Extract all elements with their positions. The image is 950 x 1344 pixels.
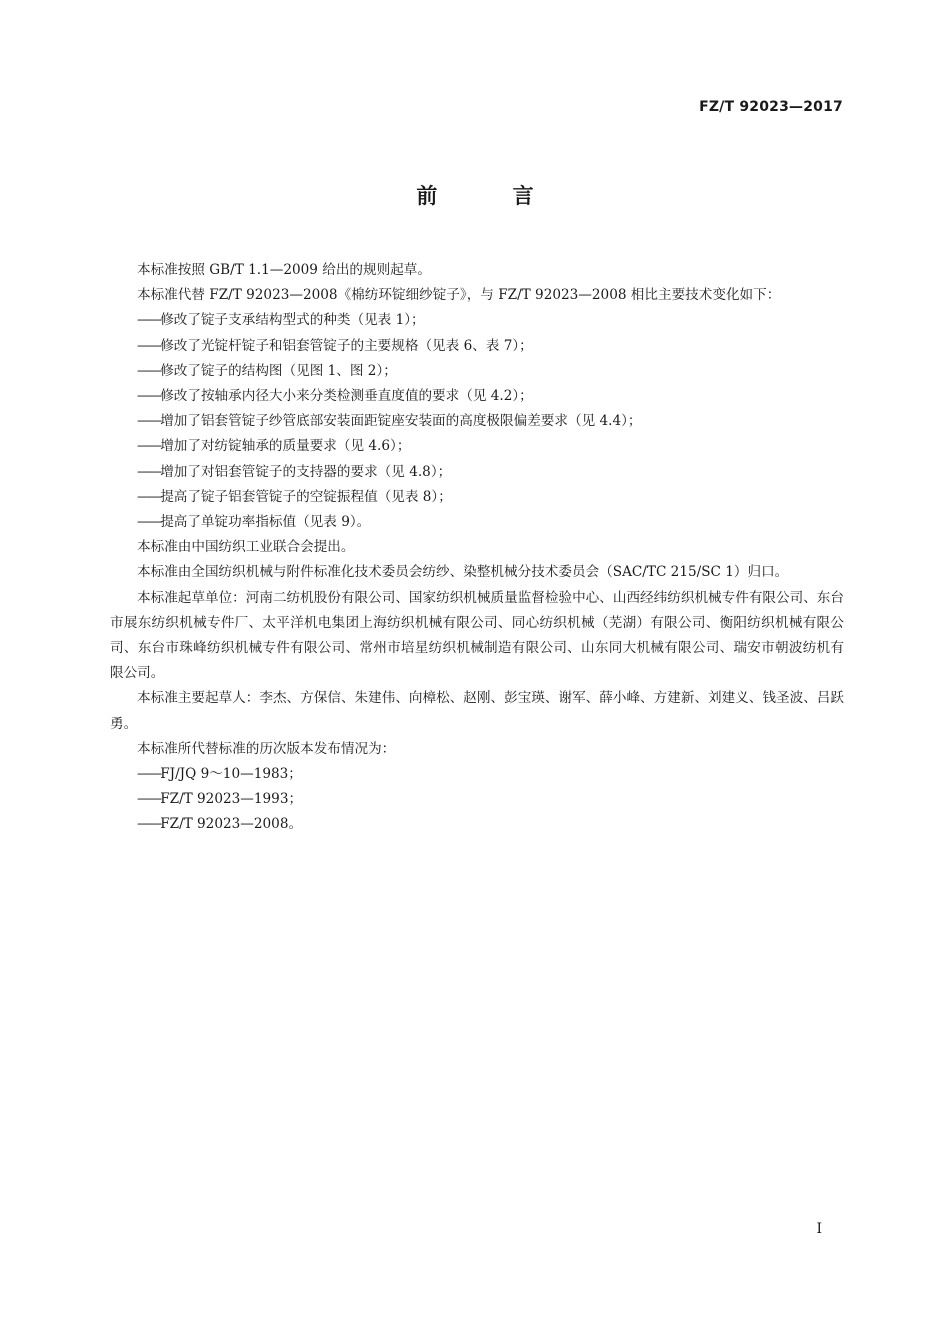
drafters-paragraph: 本标准主要起草人：李杰、方保信、朱建伟、向樟松、赵刚、彭宝瑛、谢军、薛小峰、方建新、刘建义、钱圣波、吕跃勇。 bbox=[110, 690, 844, 732]
list-item bbox=[110, 460, 844, 485]
page-title: 前 言 bbox=[416, 184, 568, 208]
dash-marker: —— bbox=[137, 362, 161, 379]
list-item bbox=[110, 787, 844, 812]
list-item-text: FZ/T 92023—1993； bbox=[160, 791, 303, 808]
dash-marker: —— bbox=[137, 514, 161, 531]
list-item bbox=[110, 485, 844, 510]
list-item-text: 修改了锭子的结构图（见图 1、图 2）； bbox=[160, 362, 397, 379]
dash-marker: —— bbox=[137, 766, 161, 783]
list-item-text: 修改了按轴承内径大小来分类检测垂直度值的要求（见 4.2）； bbox=[160, 388, 533, 405]
dash-marker: —— bbox=[137, 791, 161, 808]
list-item-text: FJ/JQ 9～10—1983； bbox=[160, 766, 302, 783]
dash-marker: —— bbox=[137, 816, 161, 833]
list-item-text: 修改了锭子支承结构型式的种类（见表 1）； bbox=[160, 312, 425, 329]
list-item bbox=[110, 308, 844, 333]
page-number: I bbox=[816, 1221, 822, 1237]
changes-list bbox=[110, 308, 844, 535]
list-item-text: FZ/T 92023—2008。 bbox=[160, 816, 303, 833]
list-item-text: 增加了对纺锭轴承的质量要求（见 4.6）； bbox=[160, 438, 411, 455]
drafting-units-paragraph: 本标准起草单位：河南二纺机股份有限公司、国家纺织机械质量监督检验中心、山西经纬纺织机械专件有限公司、东台市展东纺织机械专件厂、太平洋机电集团上海纺织机械有限公司、同心纺织机械（芜湖）有限公司、衡阳纺织机械有限公司、东台市珠峰纺织机械专件有限公司、常州市培星纺织机械制造有限公司、山东同大机械有限公司、瑞安市朝波纺机有限公司。 bbox=[110, 589, 844, 682]
centralized-by-paragraph: 本标准由全国纺织机械与附件标准化技术委员会纺纱、染整机械分技术委员会（SAC/TC 215/SC 1）归口。 bbox=[137, 564, 789, 581]
standard-number: FZ/T 92023—2017 bbox=[699, 99, 843, 115]
replacement-paragraph: 本标准代替 FZ/T 92023—2008《棉纺环锭细纱锭子》，与 FZ/T 92023—2008 相比主要技术变化如下： bbox=[137, 287, 781, 304]
list-item bbox=[110, 762, 844, 787]
list-item-text: 增加了铝套管锭子纱管底部安装面距锭座安装面的高度极限偏差要求（见 4.4）； bbox=[160, 413, 642, 430]
list-item bbox=[110, 334, 844, 359]
list-item bbox=[110, 359, 844, 384]
list-item bbox=[110, 409, 844, 434]
list-item-text: 提高了锭子铝套管锭子的空锭振程值（见表 8）； bbox=[160, 488, 452, 505]
history-intro-paragraph: 本标准所代替标准的历次版本发布情况为： bbox=[137, 740, 396, 757]
dash-marker: —— bbox=[137, 388, 161, 405]
dash-marker: —— bbox=[137, 488, 161, 505]
list-item bbox=[110, 510, 844, 535]
dash-marker: —— bbox=[137, 413, 161, 430]
dash-marker: —— bbox=[137, 438, 161, 455]
dash-marker: —— bbox=[137, 463, 161, 480]
list-item-text: 提高了单锭功率指标值（见表 9）。 bbox=[160, 514, 371, 531]
list-item-text: 增加了对铝套管锭子的支持器的要求（见 4.8）； bbox=[160, 463, 452, 480]
list-item bbox=[110, 434, 844, 459]
list-item bbox=[110, 812, 844, 837]
list-item-text: 修改了光锭杆锭子和铝套管锭子的主要规格（见表 6、表 7）； bbox=[160, 337, 533, 354]
dash-marker: —— bbox=[137, 312, 161, 329]
drafting-rules-paragraph: 本标准按照 GB/T 1.1—2009 给出的规则起草。 bbox=[137, 262, 431, 278]
list-item bbox=[110, 384, 844, 409]
history-list bbox=[110, 762, 844, 838]
foreword-body bbox=[110, 258, 844, 838]
proposed-by-paragraph: 本标准由中国纺织工业联合会提出。 bbox=[137, 539, 355, 556]
dash-marker: —— bbox=[137, 337, 161, 354]
